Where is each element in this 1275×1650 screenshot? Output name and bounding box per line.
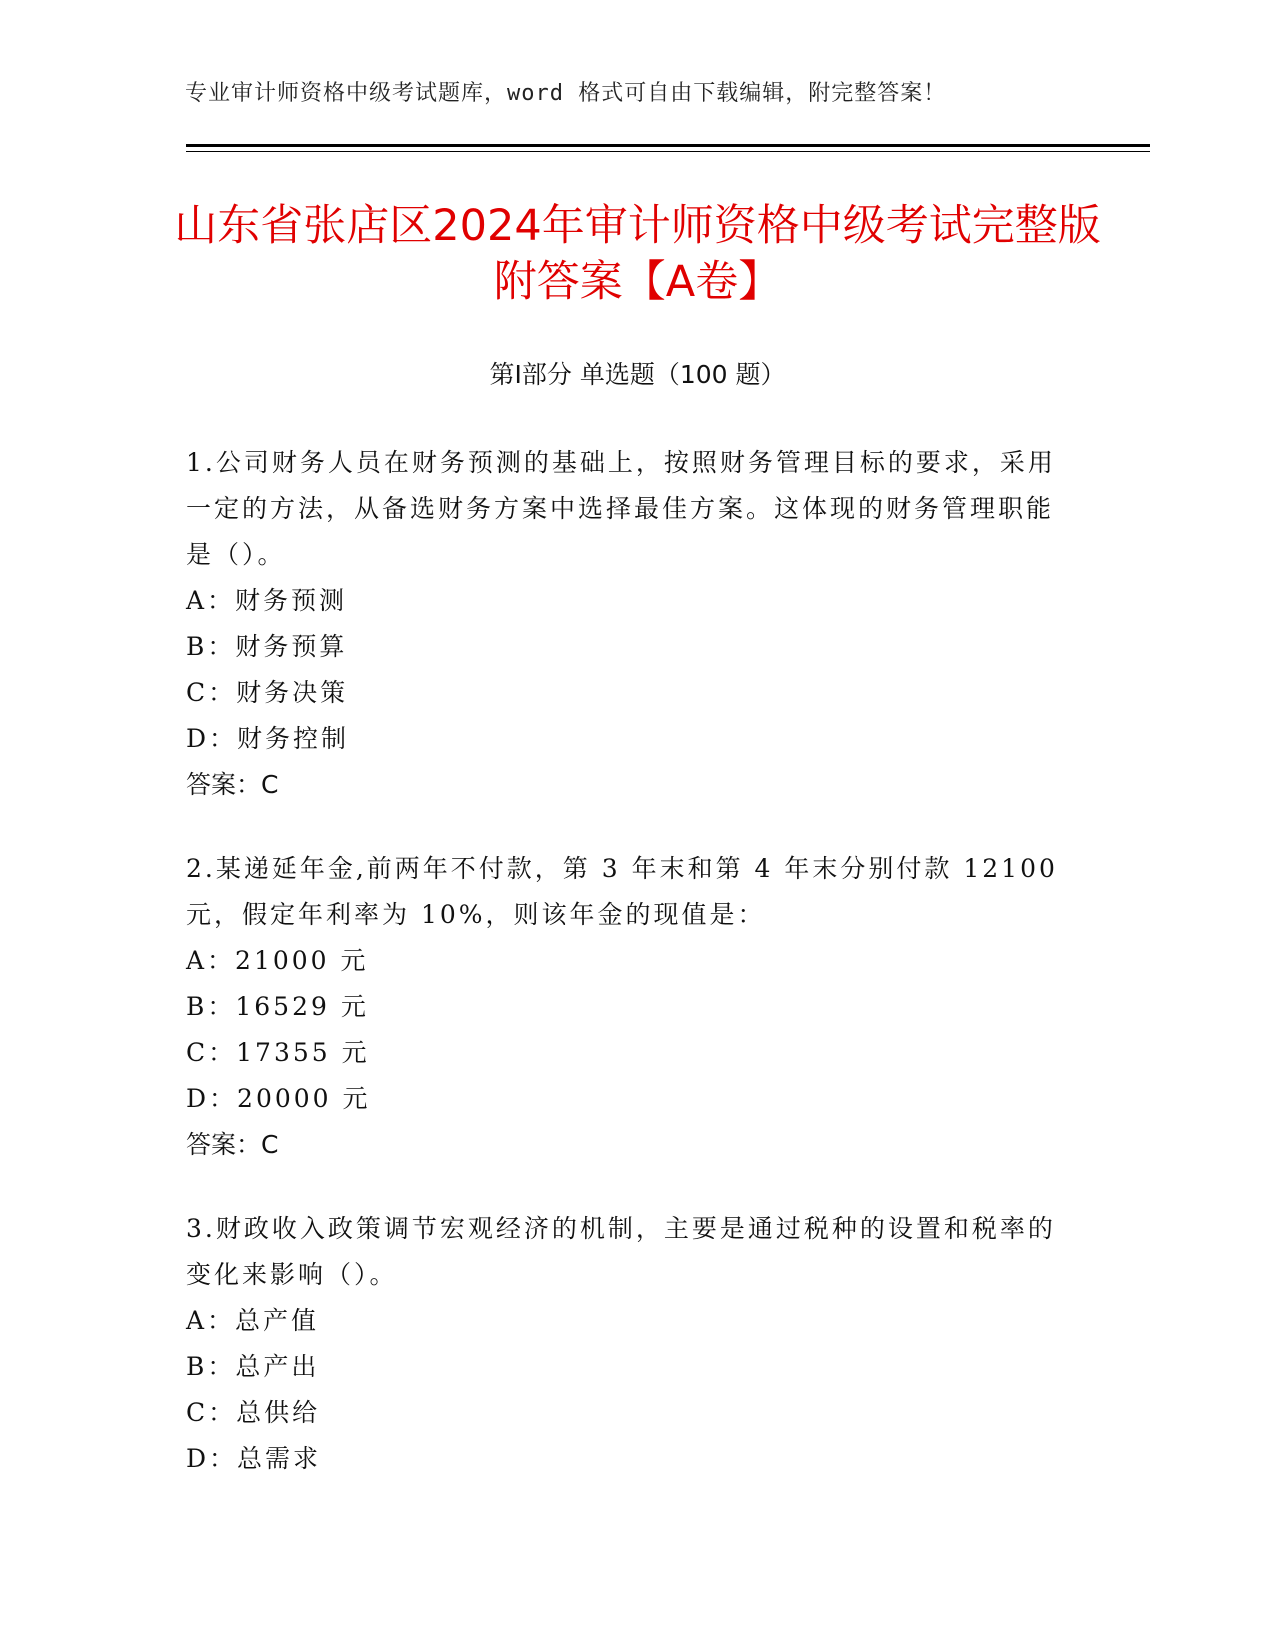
option-c: C：财务决策	[186, 678, 349, 707]
question-1	[186, 440, 1066, 808]
header-divider-thick	[186, 144, 1150, 147]
answer: 答案：C	[186, 1130, 279, 1159]
section-heading: 第Ⅰ部分 单选题（100 题）	[489, 360, 786, 389]
option-b: B：财务预算	[186, 632, 348, 661]
option-d: D：总需求	[186, 1444, 322, 1473]
option-b: B：16529 元	[186, 992, 369, 1021]
option-d: D：财务控制	[186, 724, 350, 753]
question-stem: 3.财政收入政策调节宏观经济的机制，主要是通过税种的设置和税率的变化来影响（）。	[186, 1214, 1056, 1289]
document-title: 山东省张店区2024年审计师资格中级考试完整版附答案【A卷】	[174, 201, 1101, 307]
option-c: C：总供给	[186, 1398, 321, 1427]
question-stem: 1.公司财务人员在财务预测的基础上，按照财务管理目标的要求，采用一定的方法，从备选财务方案中选择最佳方案。这体现的财务管理职能是（）。	[186, 448, 1056, 569]
option-a: A：财务预测	[186, 586, 348, 615]
option-d: D：20000 元	[186, 1084, 371, 1113]
question-list	[186, 440, 1066, 1520]
answer: 答案：C	[186, 770, 279, 799]
option-c: C：17355 元	[186, 1038, 370, 1067]
option-a: A：总产值	[186, 1306, 320, 1335]
question-3	[186, 1206, 1066, 1482]
option-b: B：总产出	[186, 1352, 320, 1381]
header-divider-thin	[186, 151, 1150, 152]
question-2	[186, 846, 1066, 1168]
option-a: A：21000 元	[186, 946, 369, 975]
question-stem: 2.某递延年金,前两年不付款，第 3 年末和第 4 年末分别付款 12100 元，假定年利率为 10%，则该年金的现值是：	[186, 854, 1058, 929]
page-header: 专业审计师资格中级考试题库，word 格式可自由下载编辑，附完整答案！	[185, 81, 947, 106]
